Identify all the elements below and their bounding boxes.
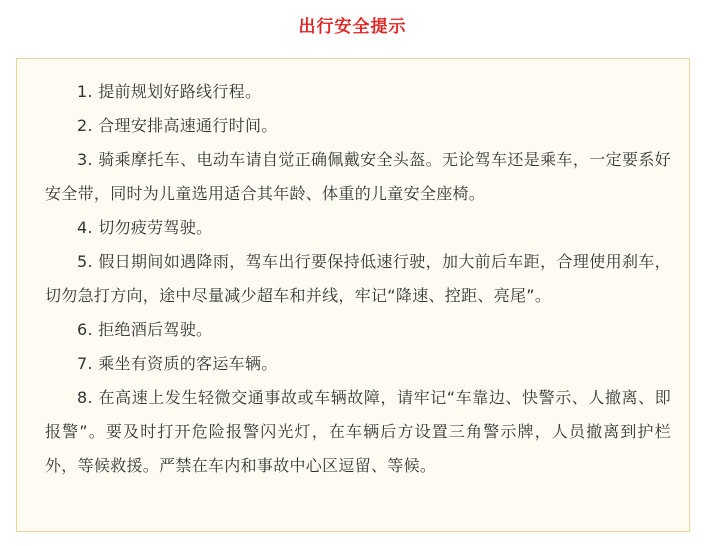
tip-item-4: 4. 切勿疲劳驾驶。 (77, 218, 213, 237)
tip-item-8: 8. 在高速上发生轻微交通事故或车辆故障，请牢记“车靠边、快警示、人撤离、即报警”。要及时打开危险报警闪光灯，在车辆后方设置三角警示牌，人员撤离到护栏外，等候救援。严禁在车内和事故中心区逗留、等候。 (45, 388, 671, 475)
tip-item-2: 2. 合理安排高速通行时间。 (77, 116, 278, 135)
tip-item-1: 1. 提前规划好路线行程。 (77, 82, 262, 101)
safety-tips-card (16, 58, 690, 532)
tip-item-7: 7. 乘坐有资质的客运车辆。 (77, 354, 278, 373)
page-title: 出行安全提示 (298, 17, 407, 37)
tip-item-6: 6. 拒绝酒后驾驶。 (77, 320, 213, 339)
tip-item-3: 3. 骑乘摩托车、电动车请自觉正确佩戴安全头盔。无论驾车还是乘车，一定要系好安全带，同时为儿童选用适合其年龄、体重的儿童安全座椅。 (45, 150, 671, 203)
tip-item-5: 5. 假日期间如遇降雨，驾车出行要保持低速行驶，加大前后车距，合理使用刹车，切勿急打方向，途中尽量减少超车和并线，牢记“降速、控距、亮尾”。 (45, 252, 671, 305)
